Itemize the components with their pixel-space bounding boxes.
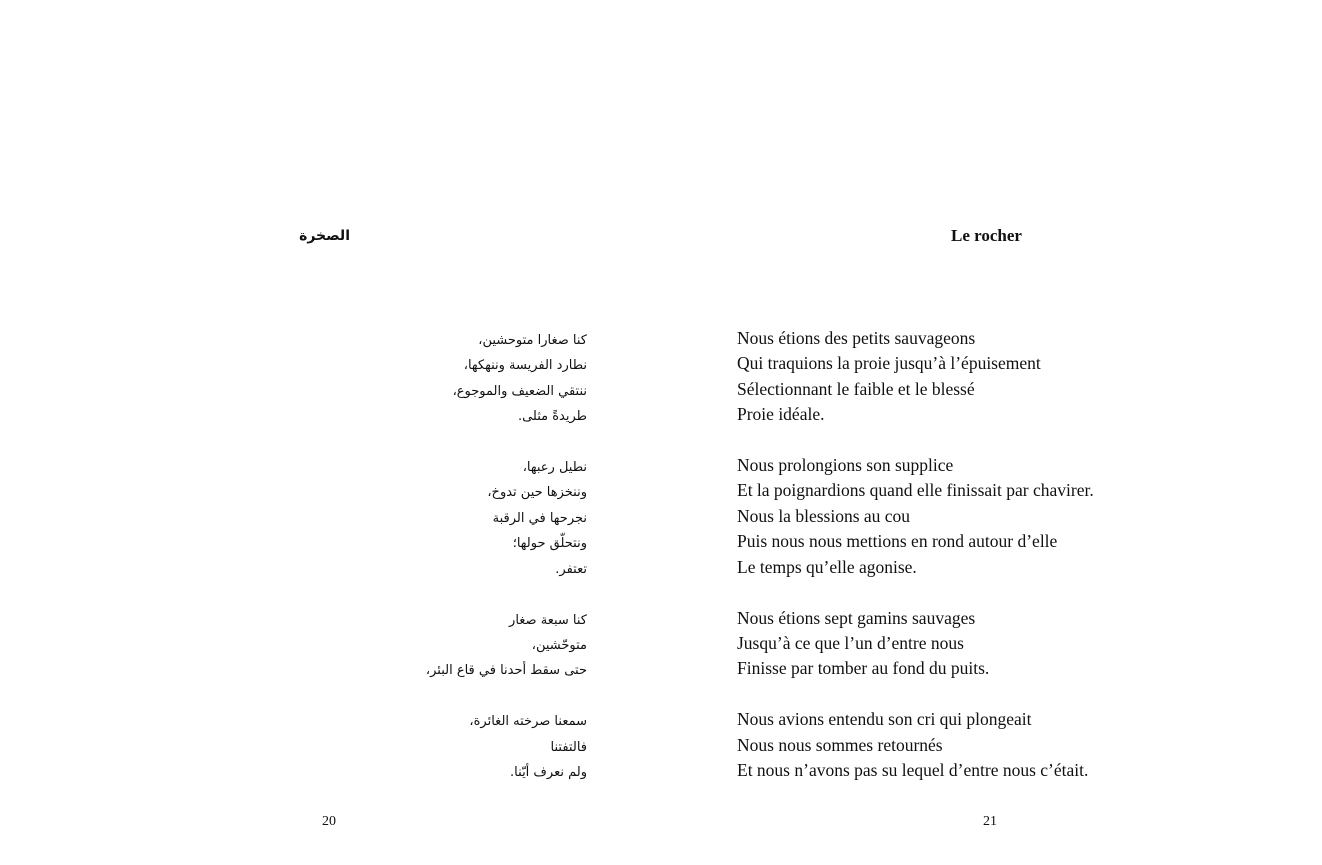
- verse-line: Nous étions sept gamins sauvages: [737, 607, 976, 628]
- verse-line: فالتفتنا: [550, 739, 587, 755]
- verse-line: كنا صغارا متوحشين،: [478, 333, 587, 348]
- verse-line: سمعنا صرخته الغائرة،: [469, 714, 587, 730]
- stanza: [360, 455, 587, 582]
- page-number-left: 20: [322, 814, 336, 829]
- stanza: [360, 608, 587, 684]
- page-number-right: 21: [983, 814, 997, 829]
- verse-line: ونتحلّق حولها؛: [512, 536, 587, 552]
- stanza: [360, 328, 587, 430]
- verse-line: تعتفر.: [555, 561, 587, 577]
- verse-line: Et nous n’avons pas su lequel d’entre nous c’était.: [737, 759, 1089, 780]
- verse-line: نطيل رعبها،: [522, 460, 587, 476]
- verse-line: وننخزها حين تدوخ،: [487, 485, 587, 501]
- stanza: [737, 326, 1277, 428]
- verse-line: Et la poignardions quand elle finissait par chavirer.: [737, 480, 1094, 501]
- poem-title-french: Le rocher: [951, 226, 1022, 245]
- verse-line: Puis nous nous mettions en rond autour d’elle: [737, 531, 1058, 552]
- poem-body-arabic: [360, 328, 587, 811]
- verse-line: Qui traquions la proie jusqu’à l’épuisement: [737, 353, 1041, 374]
- verse-line: حتى سقط أحدنا في قاع البئر،: [425, 663, 587, 679]
- verse-line: Sélectionnant le faible et le blessé: [737, 378, 975, 399]
- verse-line: Jusqu’à ce que l’un d’entre nous: [737, 632, 964, 653]
- verse-line: ننتقي الضعيف والموجوع،: [452, 383, 587, 399]
- verse-line: طريدةً مثلى.: [517, 409, 587, 425]
- verse-line: نطارد الفريسة وننهكها،: [463, 358, 587, 374]
- stanza: [737, 606, 1277, 682]
- verse-line: Finisse par tomber au fond du puits.: [737, 658, 990, 679]
- stanza: [737, 453, 1277, 580]
- verse-line: كنا سبعة صغار: [509, 612, 587, 628]
- verse-line: Nous la blessions au cou: [737, 505, 911, 526]
- verse-line: نجرحها في الرقبة: [492, 510, 587, 526]
- poem-title-arabic: الصخرة: [299, 228, 350, 244]
- poem-body-french: [737, 326, 1277, 809]
- stanza: [360, 709, 587, 785]
- verse-line: Nous avions entendu son cri qui plongeait: [737, 709, 1032, 730]
- stanza: [737, 707, 1277, 783]
- verse-line: Nous prolongions son supplice: [737, 455, 954, 476]
- verse-line: Proie idéale.: [737, 404, 825, 425]
- verse-line: ولم نعرف أيّنا.: [510, 764, 587, 780]
- verse-line: Nous étions des petits sauvageons: [737, 328, 976, 348]
- verse-line: متوحّشين،: [531, 637, 587, 653]
- verse-line: Nous nous sommes retournés: [737, 734, 943, 755]
- verse-line: Le temps qu’elle agonise.: [737, 556, 917, 577]
- right-page-french: [661, 0, 1322, 865]
